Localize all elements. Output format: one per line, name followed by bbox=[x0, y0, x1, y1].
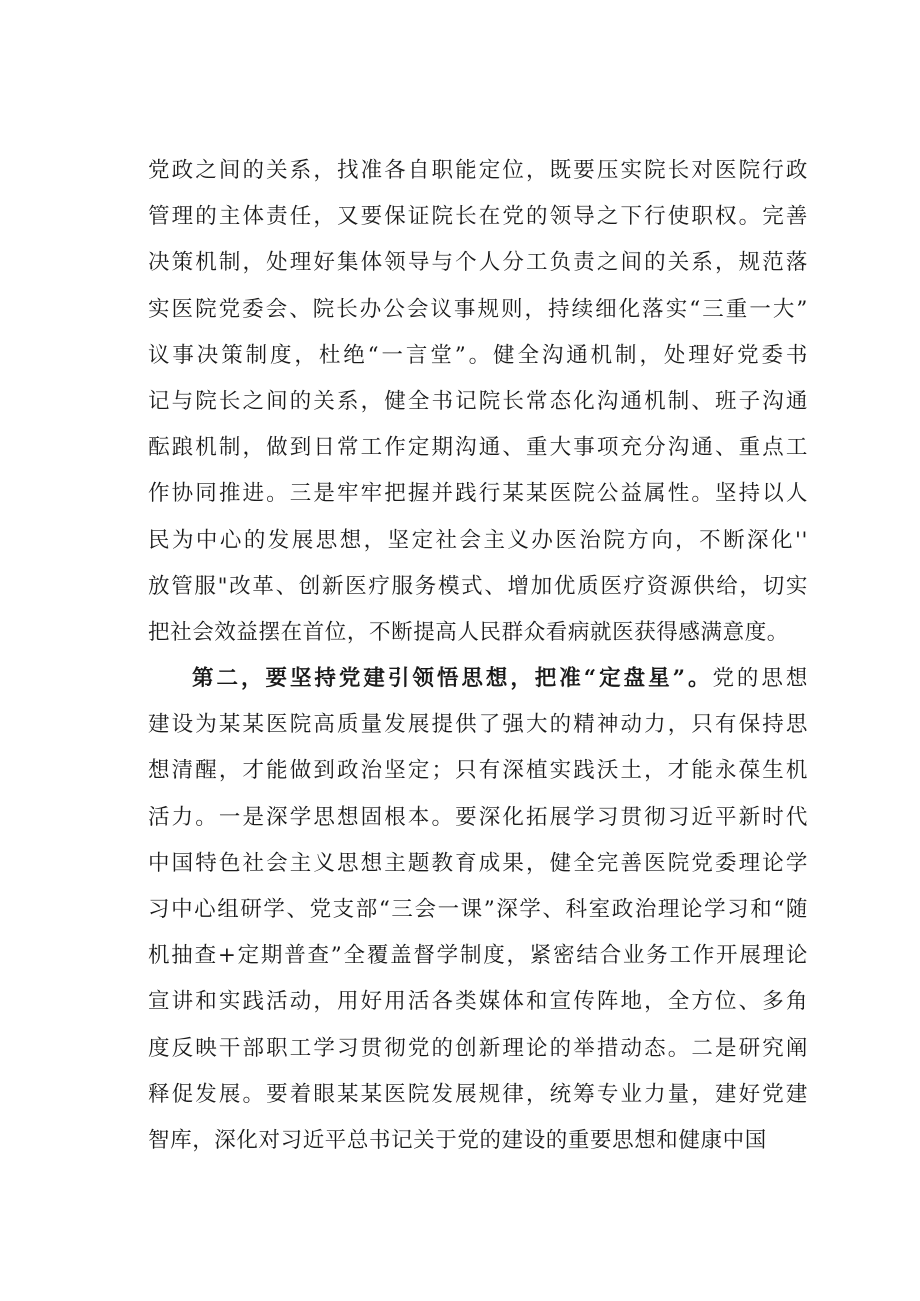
text-line: 放管服"改革、创新医疗服务模式、增加优质医疗资源供给，切实 bbox=[148, 573, 808, 599]
text-line: 释促发展。要着眼某某医院发展规律，统筹专业力量，建好党建 bbox=[148, 1081, 808, 1107]
text-line: 智库，深化对习近平总书记关于党的建设的重要思想和健康中国 bbox=[148, 1127, 767, 1153]
paragraph-lead-heading: 第二，要坚持党建引领悟思想，把准“定盘星”。 bbox=[192, 666, 713, 692]
text-line: 中国特色社会主义思想主题教育成果，健全完善医院党委理论学 bbox=[148, 850, 808, 876]
text-line: 建设为某某医院高质量发展提供了强大的精神动力，只有保持思 bbox=[148, 712, 808, 738]
paragraph-2 bbox=[148, 656, 808, 1164]
text-line: 管理的主体责任，又要保证院长在党的领导之下行使职权。完善 bbox=[148, 204, 808, 230]
text-line: 决策机制，处理好集体领导与个人分工负责之间的关系，规范落 bbox=[148, 250, 808, 276]
text-line: 度反映干部职工学习贯彻党的创新理论的举措动态。二是研究阐 bbox=[148, 1035, 808, 1061]
paragraph-1 bbox=[148, 148, 808, 656]
text-line: 党政之间的关系，找准各自职能定位，既要压实院长对医院行政 bbox=[148, 158, 808, 183]
text-line: 作协同推进。三是牢牢把握并践行某某医院公益属性。坚持以人 bbox=[148, 481, 808, 507]
text-line: 民为中心的发展思想，坚定社会主义办医治院方向，不断深化'' bbox=[148, 527, 808, 553]
text-line: 宣讲和实践活动，用好用活各类媒体和宣传阵地，全方位、多角 bbox=[148, 989, 808, 1015]
text-line: 实医院党委会、院长办公会议事规则，持续细化落实“三重一大” bbox=[148, 296, 808, 322]
text-run: 党的思想 bbox=[712, 666, 808, 692]
text-line: 酝踉机制，做到日常工作定期沟通、重大事项充分沟通、重点工 bbox=[148, 435, 808, 461]
text-line: 记与院长之间的关系，健全书记院长常态化沟通机制、班子沟通 bbox=[148, 388, 808, 414]
text-line: 议事决策制度，杜绝“一言堂”。健全沟通机制，处理好党委书 bbox=[148, 342, 808, 368]
text-line: 习中心组研学、党支部“三会一课”深学、科室政治理论学习和“随 bbox=[148, 897, 808, 922]
text-line: 机抽查+定期普查”全覆盖督学制度，紧密结合业务工作开展理论 bbox=[148, 943, 808, 969]
text-line bbox=[148, 656, 808, 702]
text-line: 活力。一是深学思想固根本。要深化拓展学习贯彻习近平新时代 bbox=[148, 804, 808, 830]
document-body bbox=[148, 148, 808, 1164]
text-line: 想清醒，才能做到政治坚定；只有深植实践沃土，才能永葆生机 bbox=[148, 758, 808, 784]
text-line: 把社会效益摆在首位，不断提高人民群众看病就医获得感满意度。 bbox=[148, 619, 789, 645]
